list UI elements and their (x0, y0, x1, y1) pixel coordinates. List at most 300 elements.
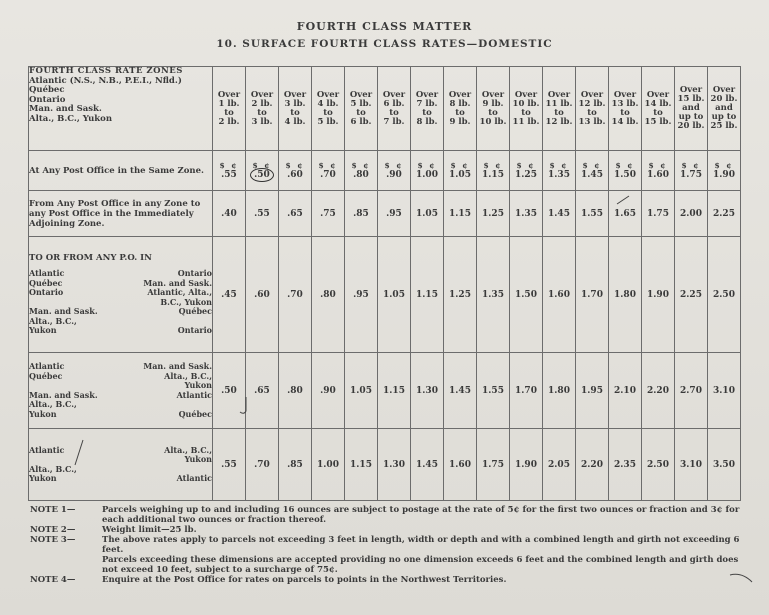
weight-header-line: 7 lb. (383, 116, 405, 127)
weight-header-cell (312, 67, 345, 151)
note-text: Parcels exceeding these dimensions are accepted providing no one dimension exceeds 6 feet and the combined length and girth does not exceed 10 feet, subject to a surcharge of 75¢. (102, 555, 739, 575)
weight-header-line: Over (250, 89, 274, 100)
rate-cell (576, 191, 609, 237)
weight-header-line: 5 lb. (350, 98, 372, 109)
route-to: Québec (178, 306, 212, 317)
route-from: Alta., B.C., (29, 399, 77, 409)
route-line (29, 474, 212, 484)
rate-cell (543, 237, 576, 353)
rate-value: 1.45 (548, 208, 570, 219)
route-to: Man. and Sask. (143, 361, 212, 371)
rate-value: 1.15 (416, 289, 438, 300)
note (30, 535, 745, 555)
route-to: B.C., Yukon (160, 296, 212, 307)
rate-value: 1.00 (416, 169, 438, 180)
weight-header-line: 4 lb. (317, 98, 339, 109)
weight-header-line: Over (448, 89, 472, 100)
weight-header-line: 13 lb. (578, 116, 606, 127)
rate-value: 1.75 (482, 459, 504, 470)
rate-value: 1.90 (515, 459, 537, 470)
rate-cell (312, 237, 345, 353)
rate-cell (279, 429, 312, 501)
rate-cell (477, 191, 510, 237)
zone-line: Alta., B.C., Yukon (29, 113, 113, 124)
rate-value: 1.75 (680, 169, 702, 180)
rate-value: 1.90 (647, 289, 669, 300)
rate-value: 1.05 (350, 385, 372, 396)
weight-header-line: Over (481, 89, 505, 100)
rate-cell (444, 191, 477, 237)
rate-value: 1.65 (614, 208, 636, 219)
note (30, 555, 745, 575)
rate-value: 1.05 (416, 208, 438, 219)
pen-mark (72, 438, 86, 468)
note-key: NOTE 1— (30, 505, 76, 515)
route-from: Yukon (29, 325, 57, 336)
group3-row (29, 429, 741, 501)
rate-value: 2.50 (713, 289, 735, 300)
weight-header-line: and (715, 103, 733, 113)
weight-header-line: Over (514, 89, 538, 100)
rate-cell (246, 237, 279, 353)
group1-row (29, 237, 741, 353)
rate-cell (312, 151, 345, 191)
rate-value: 3.10 (680, 459, 702, 470)
rate-cell (477, 353, 510, 429)
group2-row (29, 353, 741, 429)
rate-cell (609, 237, 642, 353)
rate-value: 1.60 (647, 169, 669, 180)
rate-cell (576, 429, 609, 501)
notes-section (30, 505, 745, 585)
pen-mark (238, 395, 252, 417)
zone-line: Man. and Sask. (29, 104, 102, 114)
weight-header-cell (576, 67, 609, 151)
weight-header-cell (411, 67, 444, 151)
rate-cell (675, 429, 708, 501)
rate-cell (378, 151, 411, 191)
rate-cell (345, 429, 378, 501)
rate-value: 3.10 (713, 385, 735, 396)
rate-value: 1.25 (515, 169, 537, 180)
weight-header-line: Over (613, 89, 637, 100)
rate-value: 1.95 (581, 385, 603, 396)
weight-header-line: 25 lb. (710, 121, 738, 131)
route-from: Québec (29, 370, 63, 381)
weight-header-line: 8 lb. (449, 98, 471, 109)
rate-value: 1.50 (614, 169, 636, 180)
rate-value: 2.70 (680, 385, 702, 396)
rate-value: .85 (287, 459, 303, 470)
rate-cell (246, 191, 279, 237)
currency-mark: $ ¢ (219, 160, 239, 170)
rate-cell (279, 151, 312, 191)
rate-cell (411, 191, 444, 237)
rate-cell (444, 237, 477, 353)
rate-cell (576, 353, 609, 429)
rate-value: 1.15 (383, 385, 405, 396)
route-to: Yukon (184, 380, 212, 390)
weight-header-line: 1 lb. (218, 98, 240, 109)
rate-value: .65 (287, 208, 303, 219)
note (30, 525, 745, 535)
note-key (30, 555, 102, 575)
weight-header-line: Over (580, 89, 604, 100)
rate-cell (279, 237, 312, 353)
rate-value: 1.50 (515, 289, 537, 300)
rate-cell (444, 353, 477, 429)
group1-label (29, 237, 213, 353)
weight-header-line: 8 lb. (416, 116, 438, 127)
rates-table (28, 66, 741, 501)
rate-cell (378, 191, 411, 237)
weight-header-line: to (455, 107, 465, 118)
currency-mark: $ ¢ (351, 160, 371, 170)
weight-header-line: Over (547, 89, 571, 100)
route-to: Yukon (184, 454, 212, 464)
route-from: Atlantic (29, 268, 65, 279)
rate-value: 2.10 (614, 385, 636, 396)
weight-header-line: and (682, 103, 700, 113)
rate-cell (312, 429, 345, 501)
weight-header-line: 7 lb. (416, 98, 438, 109)
weight-header-line: 10 lb. (512, 98, 540, 109)
rate-value: 1.45 (416, 459, 438, 470)
rate-cell (576, 151, 609, 191)
group3-label (29, 429, 213, 501)
rate-cell (213, 237, 246, 353)
route-line (29, 326, 212, 336)
rate-cell (477, 237, 510, 353)
zones-list (29, 77, 212, 125)
rate-value: .55 (221, 169, 237, 180)
rate-cell (411, 151, 444, 191)
rate-value: 1.35 (482, 289, 504, 300)
rate-value: .40 (221, 208, 237, 219)
weight-header-line: to (389, 107, 399, 118)
rate-value: .90 (386, 169, 402, 180)
weight-header-line: 3 lb. (284, 98, 306, 109)
rate-cell (576, 237, 609, 353)
weight-header-line: Over (415, 89, 439, 100)
rate-cell (675, 353, 708, 429)
weight-header-line: 11 lb. (512, 116, 540, 127)
currency-mark: $ ¢ (252, 160, 272, 170)
currency-mark: $ ¢ (450, 160, 470, 170)
adjoining-zone-label: From Any Post Office in any Zone to any Post Office in the Immediately Adjoining Zone. (29, 191, 213, 237)
rate-cell (213, 151, 246, 191)
weight-header-line: to (257, 107, 267, 118)
rate-value: 2.05 (548, 459, 570, 470)
group-title: TO OR FROM ANY P.O. IN (29, 253, 152, 264)
weight-header-cell (543, 67, 576, 151)
note-text: Weight limit—25 lb. (102, 525, 197, 535)
rate-value: 1.70 (515, 385, 537, 396)
rate-cell (708, 191, 741, 237)
currency-mark: $ ¢ (516, 160, 536, 170)
weight-header-line: 20 lb. (677, 121, 705, 131)
route-from: Atlantic (29, 444, 65, 455)
adjoining-zone-row (29, 191, 741, 237)
route-from: Man. and Sask. (29, 306, 98, 317)
route-from: Man. and Sask. (29, 389, 98, 400)
rate-value: 2.35 (614, 459, 636, 470)
weight-header-line: Over (646, 89, 670, 100)
weight-header-line: 20 lb. (710, 94, 738, 104)
rate-cell (378, 353, 411, 429)
route-from: Yukon (29, 408, 57, 419)
route-line (29, 410, 212, 420)
weight-header-line: Over (382, 89, 406, 100)
rate-cell (246, 151, 279, 191)
rate-value: 2.25 (680, 289, 702, 300)
route-to: Québec (178, 408, 212, 419)
weight-header-line: to (620, 107, 630, 118)
rate-value: 1.25 (449, 289, 471, 300)
same-zone-row (29, 151, 741, 191)
weight-header-line: Over (316, 89, 340, 100)
rate-cell (213, 353, 246, 429)
route-to: Atlantic (176, 473, 212, 483)
weight-header-line: to (587, 107, 597, 118)
rate-cell (246, 429, 279, 501)
rate-cell (708, 151, 741, 191)
routes-list (29, 269, 212, 336)
rate-value: 2.00 (680, 208, 702, 219)
rate-cell (477, 151, 510, 191)
route-to: Ontario (177, 268, 212, 279)
rate-value: .70 (320, 169, 336, 180)
zone-line: Québec (29, 85, 65, 95)
rate-value: 1.55 (581, 208, 603, 219)
rate-value: 1.30 (416, 385, 438, 396)
rate-value: 1.35 (548, 169, 570, 180)
rate-cell (708, 429, 741, 501)
weight-header-cell (378, 67, 411, 151)
weight-header-cell (213, 67, 246, 151)
rate-cell (675, 151, 708, 191)
currency-mark: $ ¢ (582, 160, 602, 170)
rate-cell (411, 429, 444, 501)
rate-cell (642, 353, 675, 429)
rate-value: 1.80 (614, 289, 636, 300)
weight-header-cell (510, 67, 543, 151)
route-to: Atlantic, Alta., (147, 287, 212, 298)
weight-header-line: to (521, 107, 531, 118)
rate-value: .85 (353, 208, 369, 219)
rate-value: 1.80 (548, 385, 570, 396)
rate-value: .80 (353, 169, 369, 180)
note-key: NOTE 3— (30, 535, 76, 545)
rate-cell (345, 353, 378, 429)
note-text: Enquire at the Post Office for rates on parcels to points in the Northwest Territories. (102, 575, 507, 585)
rate-cell (411, 237, 444, 353)
weight-header-line: Over (712, 85, 736, 95)
rate-cell (510, 151, 543, 191)
weight-header-line: 12 lb. (578, 98, 606, 109)
rate-cell (675, 191, 708, 237)
weight-header-line: to (554, 107, 564, 118)
page-subtitle: 10. SURFACE FOURTH CLASS RATES—DOMESTIC (216, 38, 553, 50)
rate-value: .90 (320, 385, 336, 396)
route-to: Man. and Sask. (143, 277, 212, 288)
rate-cell (543, 151, 576, 191)
weight-header-line: Over (679, 85, 703, 95)
weight-header-line: 6 lb. (350, 116, 372, 127)
rate-cell (642, 151, 675, 191)
weight-header-line: 11 lb. (545, 98, 573, 109)
weight-header-line: Over (283, 89, 307, 100)
rate-value: 1.35 (515, 208, 537, 219)
weight-header-cell (609, 67, 642, 151)
rate-value: 2.25 (713, 208, 735, 219)
weight-header-line: to (323, 107, 333, 118)
rate-value: 1.75 (647, 208, 669, 219)
rate-value: .55 (221, 459, 237, 470)
route-from: Atlantic (29, 361, 65, 371)
route-to: Ontario (177, 325, 212, 336)
weight-header-line: 3 lb. (251, 116, 273, 127)
rate-cell (510, 191, 543, 237)
rate-value: .60 (287, 169, 303, 180)
currency-mark: $ ¢ (615, 160, 635, 170)
rate-value: .60 (254, 289, 270, 300)
weight-header-cell (345, 67, 378, 151)
pen-mark (615, 194, 633, 206)
note (30, 575, 745, 585)
rate-value: 1.30 (383, 459, 405, 470)
rate-cell (642, 237, 675, 353)
route-from: Alta., B.C., (29, 463, 77, 474)
rate-value: .75 (320, 208, 336, 219)
rate-value: .45 (221, 289, 237, 300)
rate-value: 1.45 (449, 385, 471, 396)
note-key: NOTE 2— (30, 525, 76, 535)
route-to: Alta., B.C., (164, 444, 212, 455)
weight-header-cell (675, 67, 708, 151)
weight-header-line: Over (217, 89, 241, 100)
route-from: Québec (29, 277, 63, 288)
rate-cell (345, 237, 378, 353)
zone-line: Atlantic (N.S., N.B., P.E.I., Nfld.) (29, 75, 182, 86)
rate-value: .70 (254, 459, 270, 470)
rate-cell (510, 353, 543, 429)
rate-cell (543, 429, 576, 501)
currency-mark: $ ¢ (417, 160, 437, 170)
rate-cell (510, 237, 543, 353)
weight-header-line: to (356, 107, 366, 118)
rate-cell (444, 151, 477, 191)
note-text: The above rates apply to parcels not exceeding 3 feet in length, width or depth and with a combined length and girth not exceeding 6 feet. (102, 535, 740, 555)
currency-mark: $ ¢ (549, 160, 569, 170)
pen-mark (728, 572, 756, 586)
rate-value: 1.45 (581, 169, 603, 180)
weight-header-line: Over (349, 89, 373, 100)
rate-value: 1.25 (482, 208, 504, 219)
note (30, 505, 745, 525)
currency-mark: $ ¢ (318, 160, 338, 170)
rate-value: .80 (287, 385, 303, 396)
weight-header-line: to (488, 107, 498, 118)
currency-mark: $ ¢ (714, 160, 734, 170)
rate-cell (246, 353, 279, 429)
rate-value: .50 (221, 385, 237, 396)
rate-value: 1.05 (449, 169, 471, 180)
rate-value: 1.90 (713, 169, 735, 180)
weight-header-line: 9 lb. (482, 98, 504, 109)
rate-cell (312, 353, 345, 429)
rate-cell (279, 191, 312, 237)
route-to: Alta., B.C., (164, 370, 212, 381)
route-from: Ontario (29, 287, 64, 298)
weight-header-line: 4 lb. (284, 116, 306, 127)
rate-value: 3.50 (713, 459, 735, 470)
rate-value: 1.70 (581, 289, 603, 300)
rate-value: 1.60 (449, 459, 471, 470)
weight-header-cell (477, 67, 510, 151)
rate-cell (444, 429, 477, 501)
weight-header-cell (642, 67, 675, 151)
rate-value: 1.00 (317, 459, 339, 470)
rate-value: .55 (254, 208, 270, 219)
routes-list (29, 362, 212, 419)
rate-value: .80 (320, 289, 336, 300)
rate-value: .95 (386, 208, 402, 219)
note-text: Parcels weighing up to and including 16 ounces are subject to postage at the rate of 5¢ for the first two ounces or fraction and 3¢ for each additional two ounces or fraction thereof. (102, 505, 740, 525)
zones-title: FOURTH CLASS RATE ZONES (29, 66, 183, 76)
weight-header-line: 13 lb. (611, 98, 639, 109)
weight-header-line: 9 lb. (449, 116, 471, 127)
rate-cell (510, 429, 543, 501)
zone-line: Ontario (29, 94, 66, 105)
rate-cell (708, 237, 741, 353)
weight-header-cell (444, 67, 477, 151)
weight-header-line: to (224, 107, 234, 118)
rate-value: 1.05 (383, 289, 405, 300)
same-zone-label: At Any Post Office in the Same Zone. (29, 151, 213, 191)
weight-header-line: 6 lb. (383, 98, 405, 109)
rate-cell (213, 429, 246, 501)
group2-label (29, 353, 213, 429)
weight-header-line: 5 lb. (317, 116, 339, 127)
rate-cell (213, 191, 246, 237)
weight-header-line: up to (678, 112, 704, 122)
rate-cell (345, 191, 378, 237)
page-title: FOURTH CLASS MATTER (296, 20, 473, 33)
rate-cell (477, 429, 510, 501)
currency-mark: $ ¢ (648, 160, 668, 170)
currency-mark: $ ¢ (285, 160, 305, 170)
rate-value: 2.20 (647, 385, 669, 396)
currency-mark: $ ¢ (384, 160, 404, 170)
rate-value: 1.55 (482, 385, 504, 396)
weight-header-line: 2 lb. (251, 98, 273, 109)
rate-cell (312, 191, 345, 237)
rate-value: 2.50 (647, 459, 669, 470)
rate-value: .65 (254, 385, 270, 396)
weight-header-line: to (422, 107, 432, 118)
weight-header-line: 10 lb. (479, 116, 507, 127)
rate-cell (378, 429, 411, 501)
weight-header-line: 14 lb. (644, 98, 672, 109)
rate-cell (543, 353, 576, 429)
rate-value: .70 (287, 289, 303, 300)
rate-cell (609, 429, 642, 501)
rate-value: 2.20 (581, 459, 603, 470)
weight-header-cell (708, 67, 741, 151)
rate-cell (411, 353, 444, 429)
route-from: Alta., B.C., (29, 315, 77, 326)
